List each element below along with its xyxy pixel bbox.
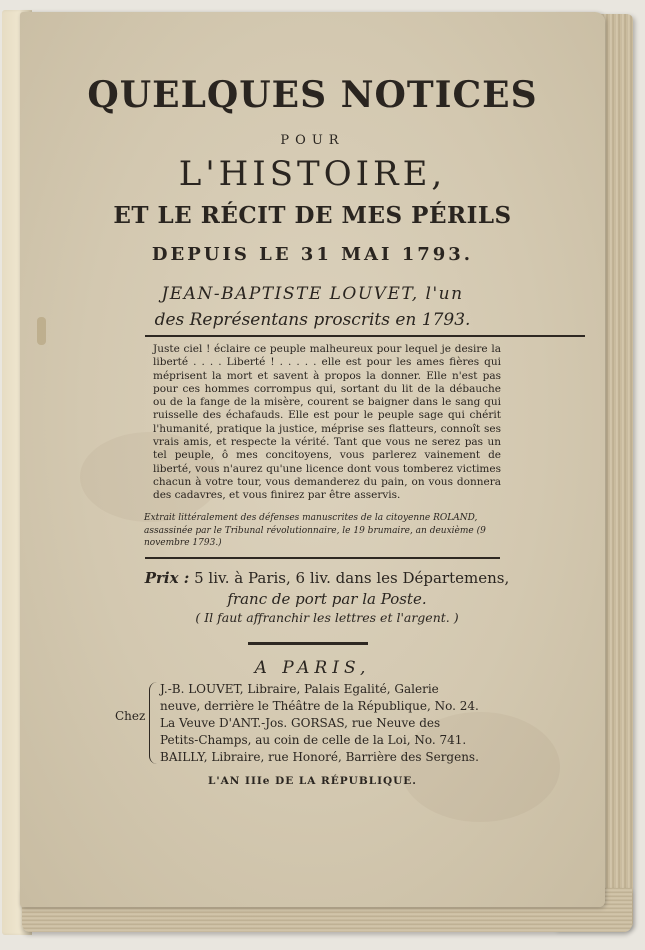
title-line-4: ET LE RÉCIT DE MES PÉRILS [113,202,512,229]
imprint-year: L'AN IIIe DE LA RÉPUBLIQUE. [208,775,417,787]
author-line-2: des Représentans proscrits en 1793. [154,310,471,330]
imprint-line: La Veuve D'ANT.-Jos. GORSAS, rue Neuve des [160,716,441,730]
title-line-5: DEPUIS LE 31 MAI 1793. [151,244,474,265]
epigraph-text: Juste ciel ! éclaire ce peuple malheureux pour lequel je desire la liberté . . . . Liberté ! . . . . . elle est pour les ames fières qui méprisent la mort et savent à propos la donner. Elle n'est pas pour ces hommes corrompus qui, sortant du lit de la débauche ou de la fange de la misère, courent se baigner dans le sang qui ruisselle des échafauds. Elle est pour le peuple sage qui chérit l'humanité, pratique la justice, méprise ses flatteurs, connoît ses vrais amis, et respecte la vérité. Tant que vous ne serez pas un tel peuple, ô mes concitoyens, vous parlerez vainement de liberté, vous n'aurez qu'une licence dont vous tomberez victimes chacun à votre tour, vous demanderez du pain, on vous donnera des cadavres, et vous finirez par être asservis. [153,343,501,502]
price-label: Prix : [144,569,190,587]
imprint-line: Petits-Champs, au coin de celle de la Loi, No. 741. [160,733,467,747]
title-page [20,12,605,907]
imprint-line: BAILLY, Libraire, rue Honoré, Barrière des Sergens. [160,750,479,764]
imprint-city: A PARIS, [254,658,371,678]
price-note: ( Il faut affranchir les lettres et l'argent. ) [195,610,459,625]
price-text: 5 liv. à Paris, 6 liv. dans les Départemens, [189,569,510,587]
title-line-2: POUR [280,133,345,148]
price-line-1 [117,569,537,587]
imprint-chez: Chez [115,709,146,723]
imprint-line: neuve, derrière le Théâtre de la République, No. 24. [160,699,479,713]
divider-rule [145,557,500,559]
ornament-rule [248,642,368,645]
divider-rule [145,335,585,337]
imprint-brace [149,682,158,764]
epigraph-source: Extrait littéralement des défenses manuscrites de la citoyenne ROLAND, assassinée par le Tribunal révolutionnaire, le 19 brumaire, an deuxième (9 novembre 1793.) [144,513,486,548]
author-line-1: JEAN-BAPTISTE LOUVET, l'un [161,284,464,304]
price-line-2: franc de port par la Poste. [227,590,427,608]
title-line-1: QUELQUES NOTICES [87,74,538,116]
title-line-3: L'HISTOIRE, [178,154,447,194]
imprint-line: J.-B. LOUVET, Libraire, Palais Egalité, Galerie [160,682,439,696]
